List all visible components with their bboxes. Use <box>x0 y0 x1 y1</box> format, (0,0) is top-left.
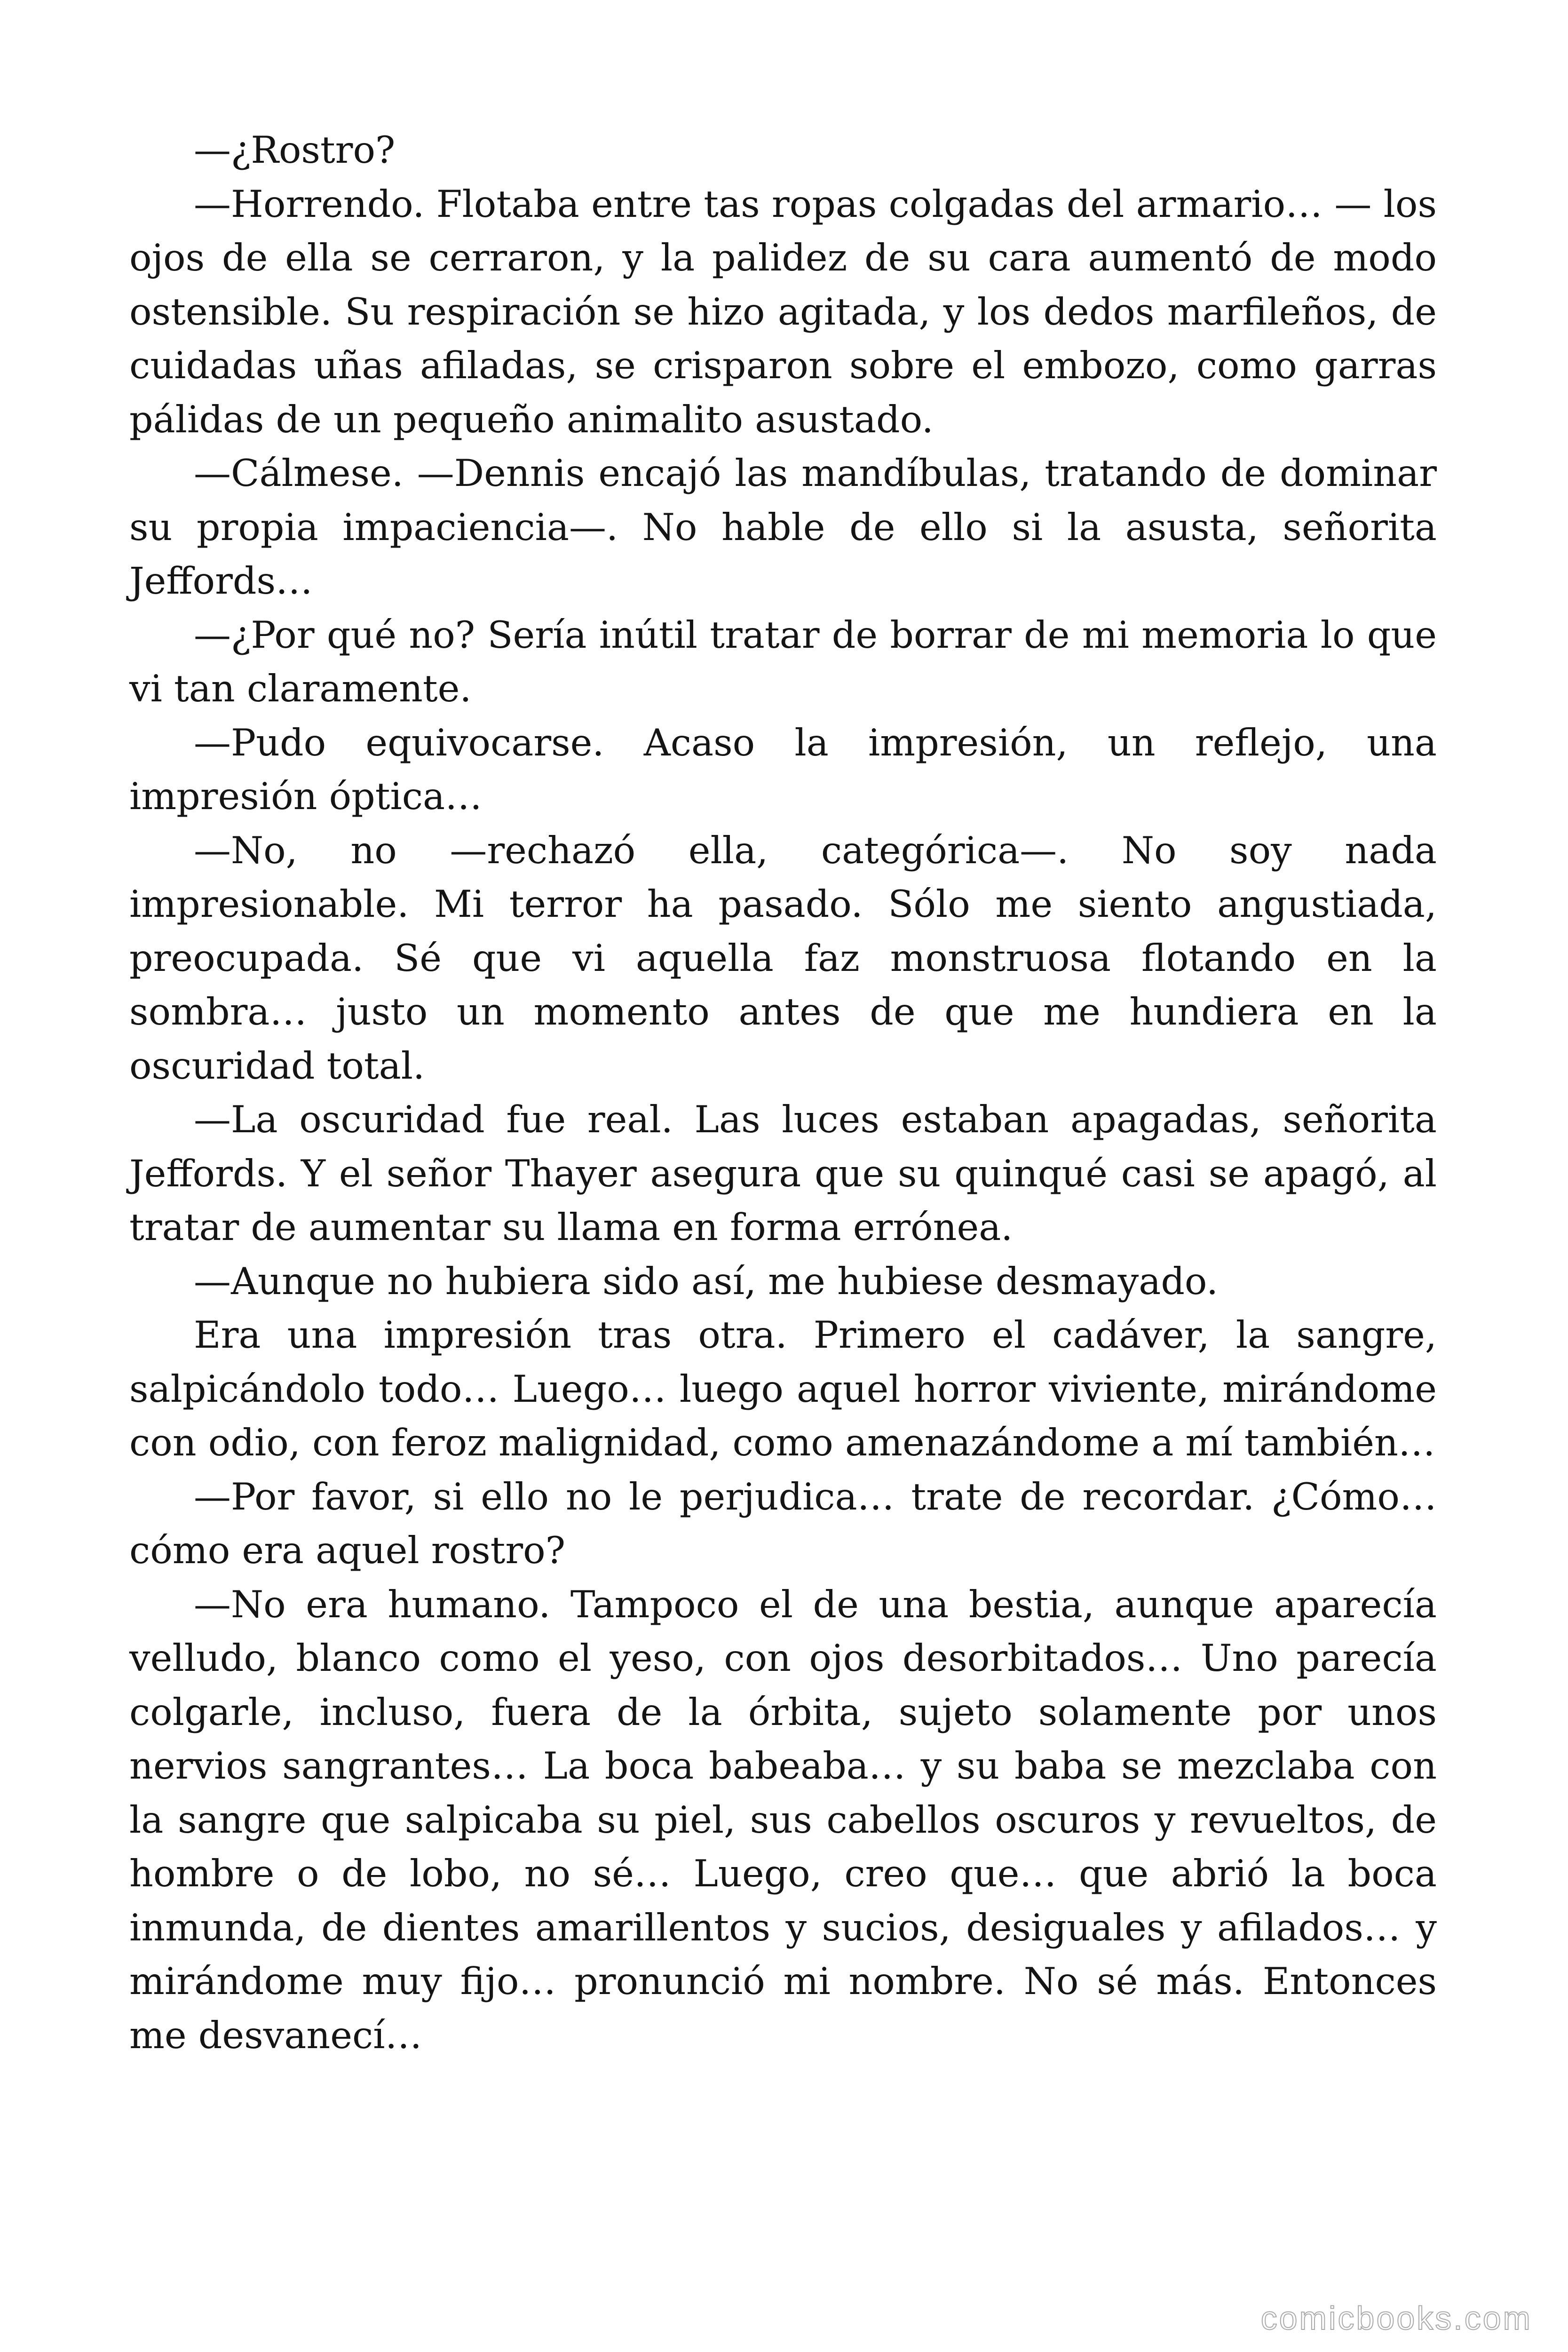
watermark: comicbooks.com <box>1260 2300 1532 2336</box>
paragraph-7: —La oscuridad fue real. Las luces estaban apagadas, señorita Jeffords. Y el señor Thayer asegura que su quinqué casi se apagó, al tratar de aumentar su llama en forma errónea. <box>129 1098 1437 1249</box>
paragraph-10: —Por favor, si ello no le perjudica… trate de recordar. ¿Cómo… cómo era aquel rostro? <box>129 1475 1437 1572</box>
page-text <box>129 123 1437 2062</box>
paragraph-2: —Horrendo. Flotaba entre tas ropas colgadas del armario… — los ojos de ella se cerraron, y la palidez de su cara aumentó de modo ostensible. Su respiración se hizo agitada, y los dedos marfileños, de cuidadas uñas afiladas, se crisparon sobre el embozo, como garras pálidas de un pequeño animalito asustado. <box>129 182 1437 441</box>
paragraph-11: —No era humano. Tampoco el de una bestia, aunque aparecía velludo, blanco como el yeso, con ojos desorbitados… Uno parecía colgarle, incluso, fuera de la órbita, sujeto solamente por unos nervios sangrantes… La boca babeaba… y su baba se mezclaba con la sangre que salpicaba su piel, sus cabellos oscuros y revueltos, de hombre o de lobo, no sé… Luego, creo que… que abrió la boca inmunda, de dientes amarillentos y sucios, desiguales y afilados… y mirándome muy fijo… pronunció mi nombre. No sé más. Entonces me desvanecí… <box>129 1582 1437 2057</box>
paragraph-9: Era una impresión tras otra. Primero el cadáver, la sangre, salpicándolo todo… Luego… luego aquel horror viviente, mirándome con odio, con feroz malignidad, como amenazándome a mí también… <box>129 1313 1437 1464</box>
paragraph-4: —¿Por qué no? Sería inútil tratar de borrar de mi memoria lo que vi tan claramente. <box>129 613 1437 710</box>
paragraph-3: —Cálmese. —Dennis encajó las mandíbulas, tratando de dominar su propia impaciencia—. No hable de ello si la asusta, señorita Jeffords… <box>129 452 1437 603</box>
paragraph-8: —Aunque no hubiera sido así, me hubiese desmayado. <box>194 1259 1219 1303</box>
paragraph-6: —No, no —rechazó ella, categórica—. No soy nada impresionable. Mi terror ha pasado. Sólo me siento angustiada, preocupada. Sé que vi aquella faz monstruosa flotando en la sombra… justo un momento antes de que me hundiera en la oscuridad total. <box>129 828 1437 1088</box>
paragraph-1: —¿Rostro? <box>194 128 396 172</box>
paragraph-5: —Pudo equivocarse. Acaso la impresión, un reflejo, una impresión óptica… <box>129 721 1437 818</box>
